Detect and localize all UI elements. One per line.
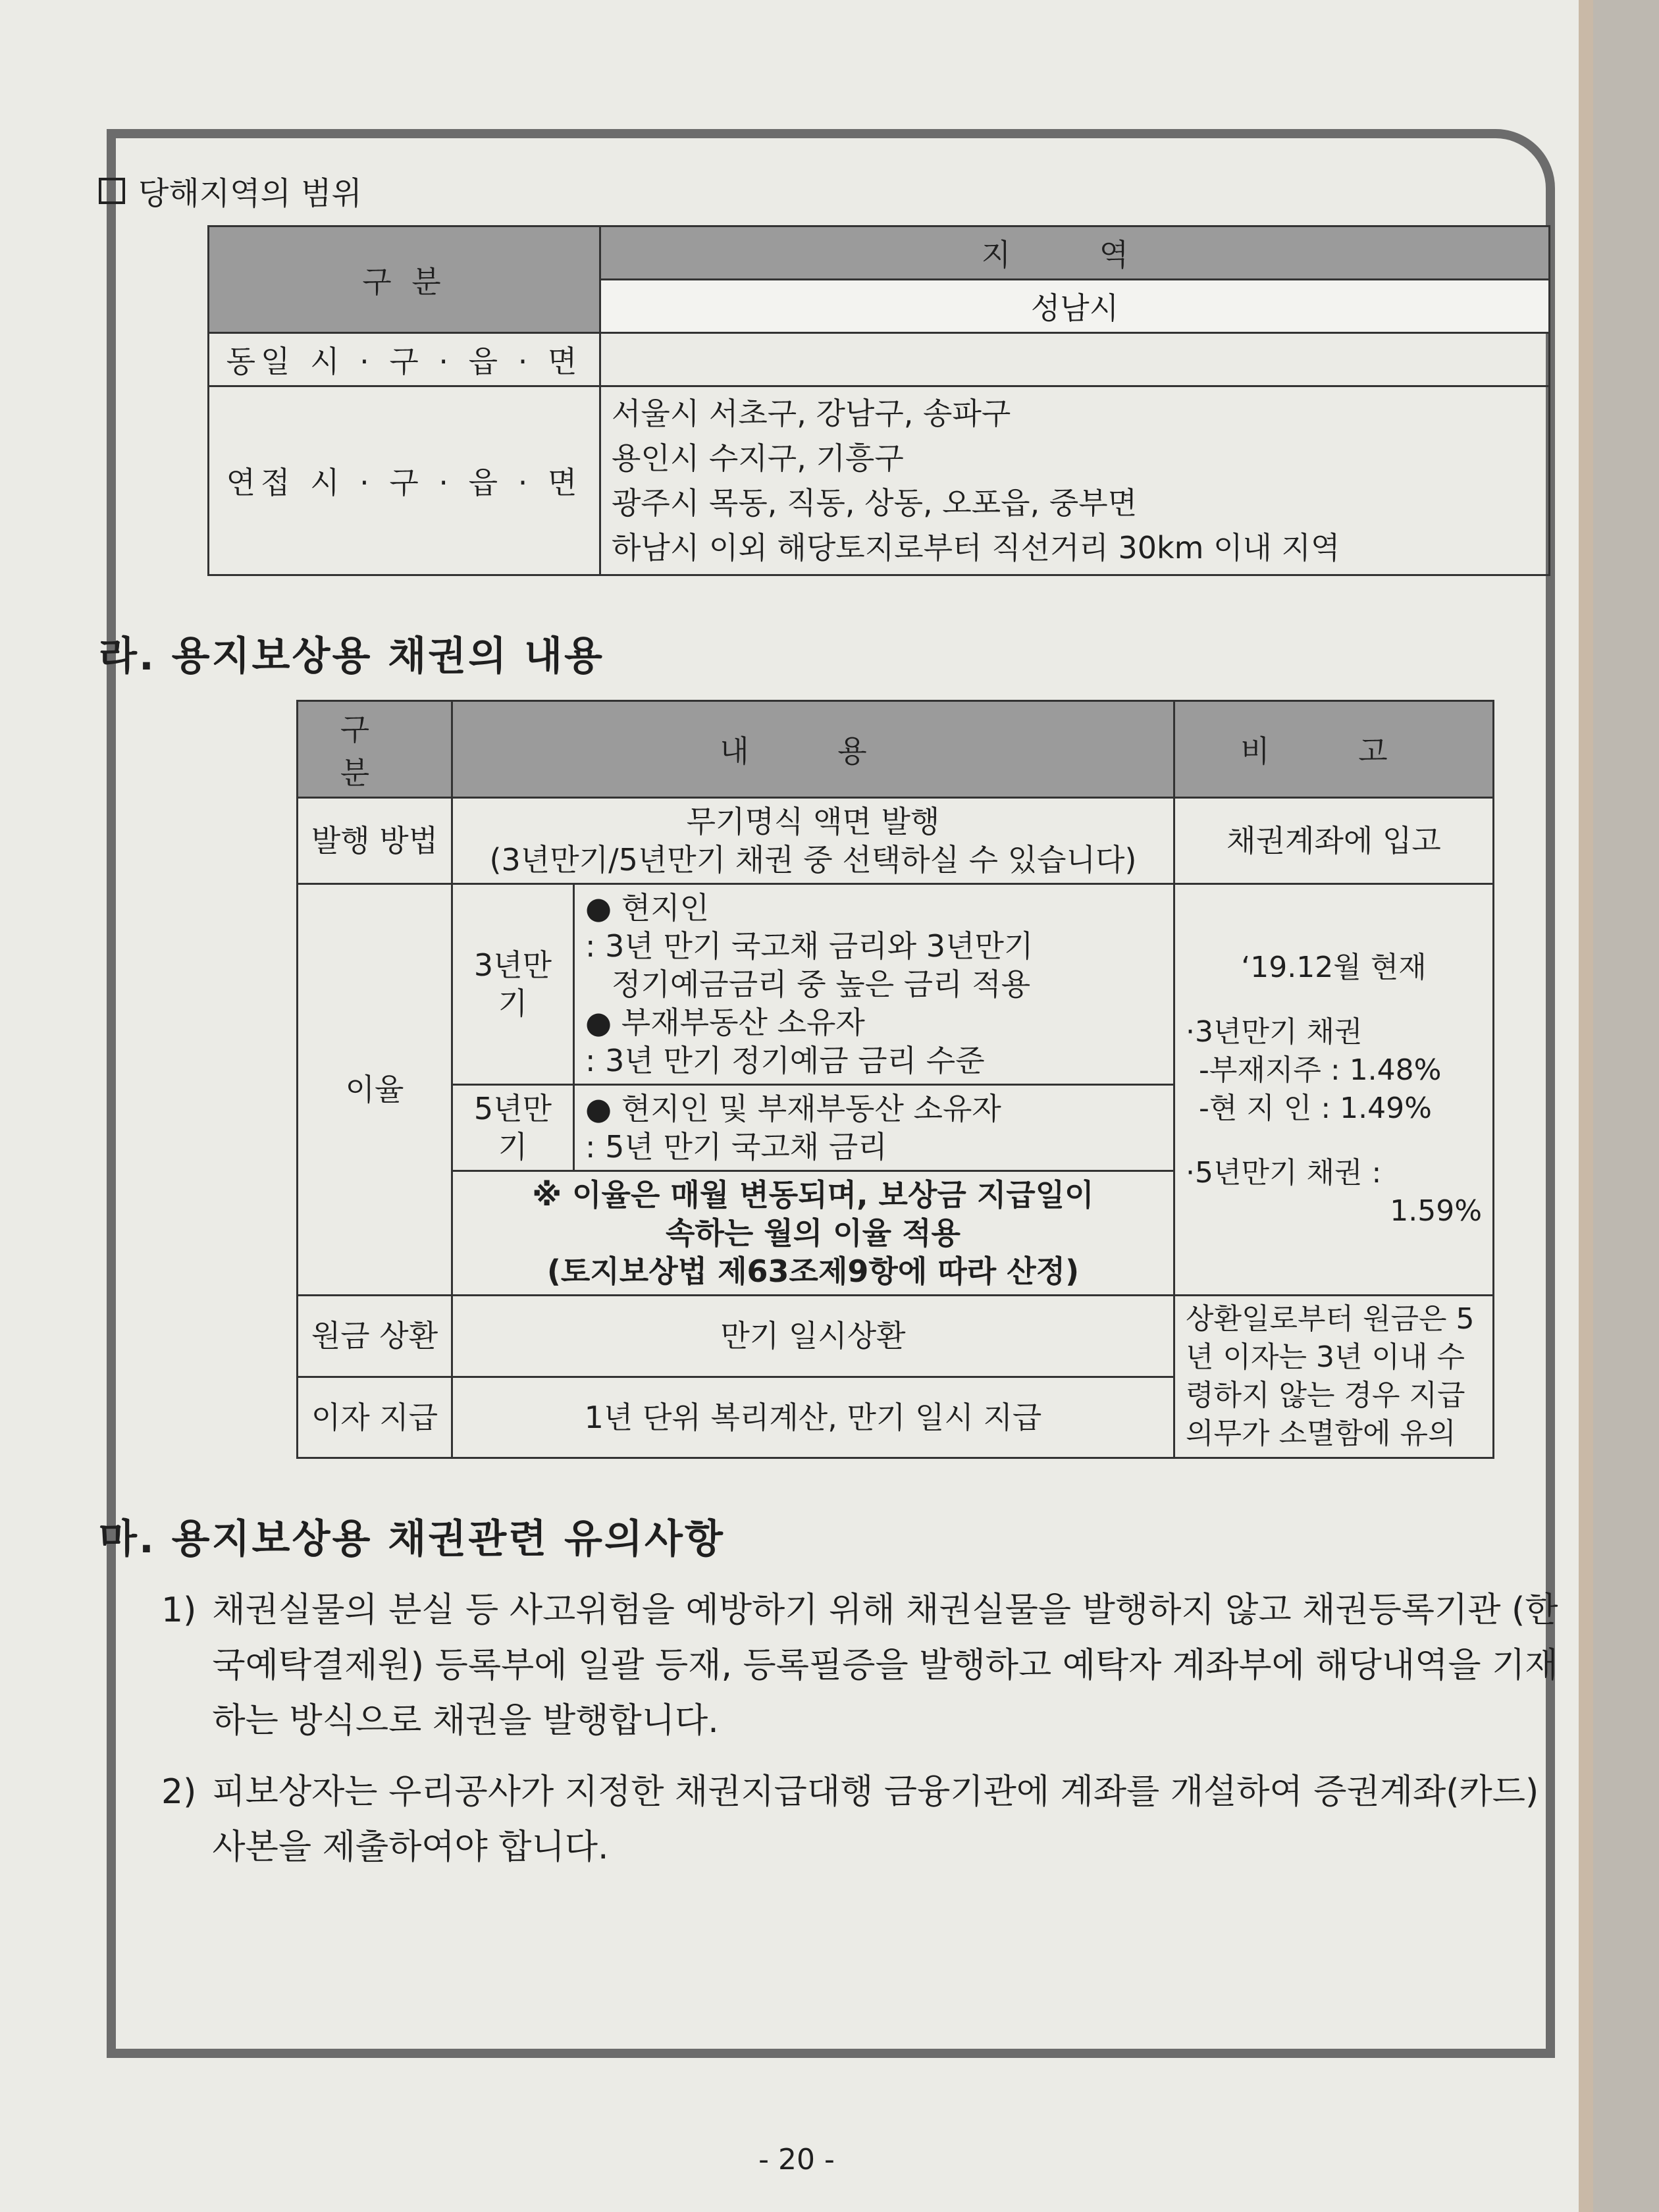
issue-line: 무기명식 액면 발행 xyxy=(686,804,940,839)
rate-5y-line: ● 현지인 및 부재부동산 소유자 xyxy=(585,1091,1001,1126)
bond-header-col1: 구 분 xyxy=(298,701,452,798)
region-line: 용인시 수지구, 기흥구 xyxy=(612,440,904,476)
region-row-value xyxy=(600,386,1550,575)
bond-header-col3: 비 고 xyxy=(1174,701,1494,798)
rate-remark xyxy=(1174,884,1494,1296)
rate-3y-line: 정기예금금리 중 높은 금리 적용 xyxy=(612,966,1031,1002)
rate-3y-label: 3년만기 xyxy=(452,884,574,1085)
region-row-label: 동일 시 · 구 · 읍 · 면 xyxy=(209,333,600,386)
issue-note: 채권계좌에 입고 xyxy=(1174,798,1494,884)
region-table xyxy=(207,225,1550,576)
region-line: 광주시 목동, 직동, 상동, 오포읍, 중부면 xyxy=(612,485,1138,521)
note-text: 피보상자는 우리공사가 지정한 채권지급대행 금융기관에 계좌를 개설하여 증권계좌(카드)사본을 제출하여야 합니다. xyxy=(212,1772,1539,1867)
checkbox-square-icon xyxy=(99,178,125,204)
rate-note-line: 속하는 월의 이율 적용 xyxy=(666,1215,961,1251)
notes-section-heading: 마. 용지보상용 채권관련 유의사항 xyxy=(99,1516,725,1562)
page-number: - 20 - xyxy=(758,2143,835,2176)
interest-value: 1년 단위 복리계산, 만기 일시 지급 xyxy=(452,1377,1174,1458)
note-item xyxy=(161,1764,1560,1875)
rate-note xyxy=(452,1171,1174,1296)
note-item xyxy=(161,1583,1560,1749)
region-section-title xyxy=(99,168,1560,213)
issue-line: (3년만기/5년만기 채권 중 선택하실 수 있습니다) xyxy=(489,842,1137,878)
bond-header-col2: 내 용 xyxy=(452,701,1174,798)
region-line: 하남시 이외 해당토지로부터 직선거리 30km 이내 지역 xyxy=(612,530,1340,566)
rate-5y-label: 5년만기 xyxy=(452,1085,574,1171)
principal-label: 원금 상환 xyxy=(298,1296,452,1377)
rate-remark-line: ·5년만기 채권 : xyxy=(1186,1156,1382,1190)
issue-content xyxy=(452,798,1174,884)
region-row-value xyxy=(600,333,1550,386)
rate-5y-content xyxy=(574,1085,1174,1171)
bond-table xyxy=(296,700,1494,1459)
note-text: 채권실물의 분실 등 사고위험을 예방하기 위해 채권실물을 발행하지 않고 채권등록기관 (한국예탁결제원) 등록부에 일괄 등재, 등록필증을 발행하고 예탁자 계좌부에 해당내역을 기재하는 방식으로 채권을 발행합니다. xyxy=(212,1591,1558,1741)
rate-remark-line: -현 지 인 : 1.49% xyxy=(1199,1092,1432,1125)
region-header-col1: 구 분 xyxy=(209,226,600,333)
rate-remark-line: ·3년만기 채권 xyxy=(1186,1015,1363,1049)
note-number: 2) xyxy=(161,1772,197,1812)
rate-3y-line: ● 현지인 xyxy=(585,890,710,926)
issue-label: 발행 방법 xyxy=(298,798,452,884)
rate-remark-line: 1.59% xyxy=(1390,1194,1482,1228)
rate-3y-content xyxy=(574,884,1174,1085)
region-row-label: 연접 시 · 구 · 읍 · 면 xyxy=(209,386,600,575)
bond-section-heading: 라. 용지보상용 채권의 내용 xyxy=(99,633,605,679)
rate-3y-line: : 3년 만기 국고채 금리와 3년만기 xyxy=(585,928,1034,964)
rate-label: 이율 xyxy=(298,884,452,1296)
rate-note-line: ※ 이율은 매월 변동되며, 보상금 지급일이 xyxy=(532,1177,1094,1213)
rate-5y-line: : 5년 만기 국고채 금리 xyxy=(585,1129,887,1165)
region-line: 서울시 서초구, 강남구, 송파구 xyxy=(612,396,1011,431)
rate-3y-line: ● 부재부동산 소유자 xyxy=(585,1005,865,1040)
note-number: 1) xyxy=(161,1591,197,1630)
region-city: 성남시 xyxy=(600,280,1550,333)
region-title-text: 당해지역의 범위 xyxy=(138,175,362,212)
principal-interest-remark: 상환일로부터 원금은 5년 이자는 3년 이내 수령하지 않는 경우 지급의무가 소멸함에 유의 xyxy=(1174,1296,1494,1458)
rate-note-line: (토지보상법 제63조제9항에 따라 산정) xyxy=(546,1253,1080,1289)
interest-label: 이자 지급 xyxy=(298,1377,452,1458)
rate-remark-line: -부재지주 : 1.48% xyxy=(1199,1053,1442,1087)
rate-remark-line: ‘19.12월 현재 xyxy=(1241,951,1427,984)
content xyxy=(99,168,1560,1891)
region-header-col2: 지 역 xyxy=(600,226,1550,280)
principal-value: 만기 일시상환 xyxy=(452,1296,1174,1377)
rate-3y-line: : 3년 만기 정기예금 금리 수준 xyxy=(585,1043,985,1078)
